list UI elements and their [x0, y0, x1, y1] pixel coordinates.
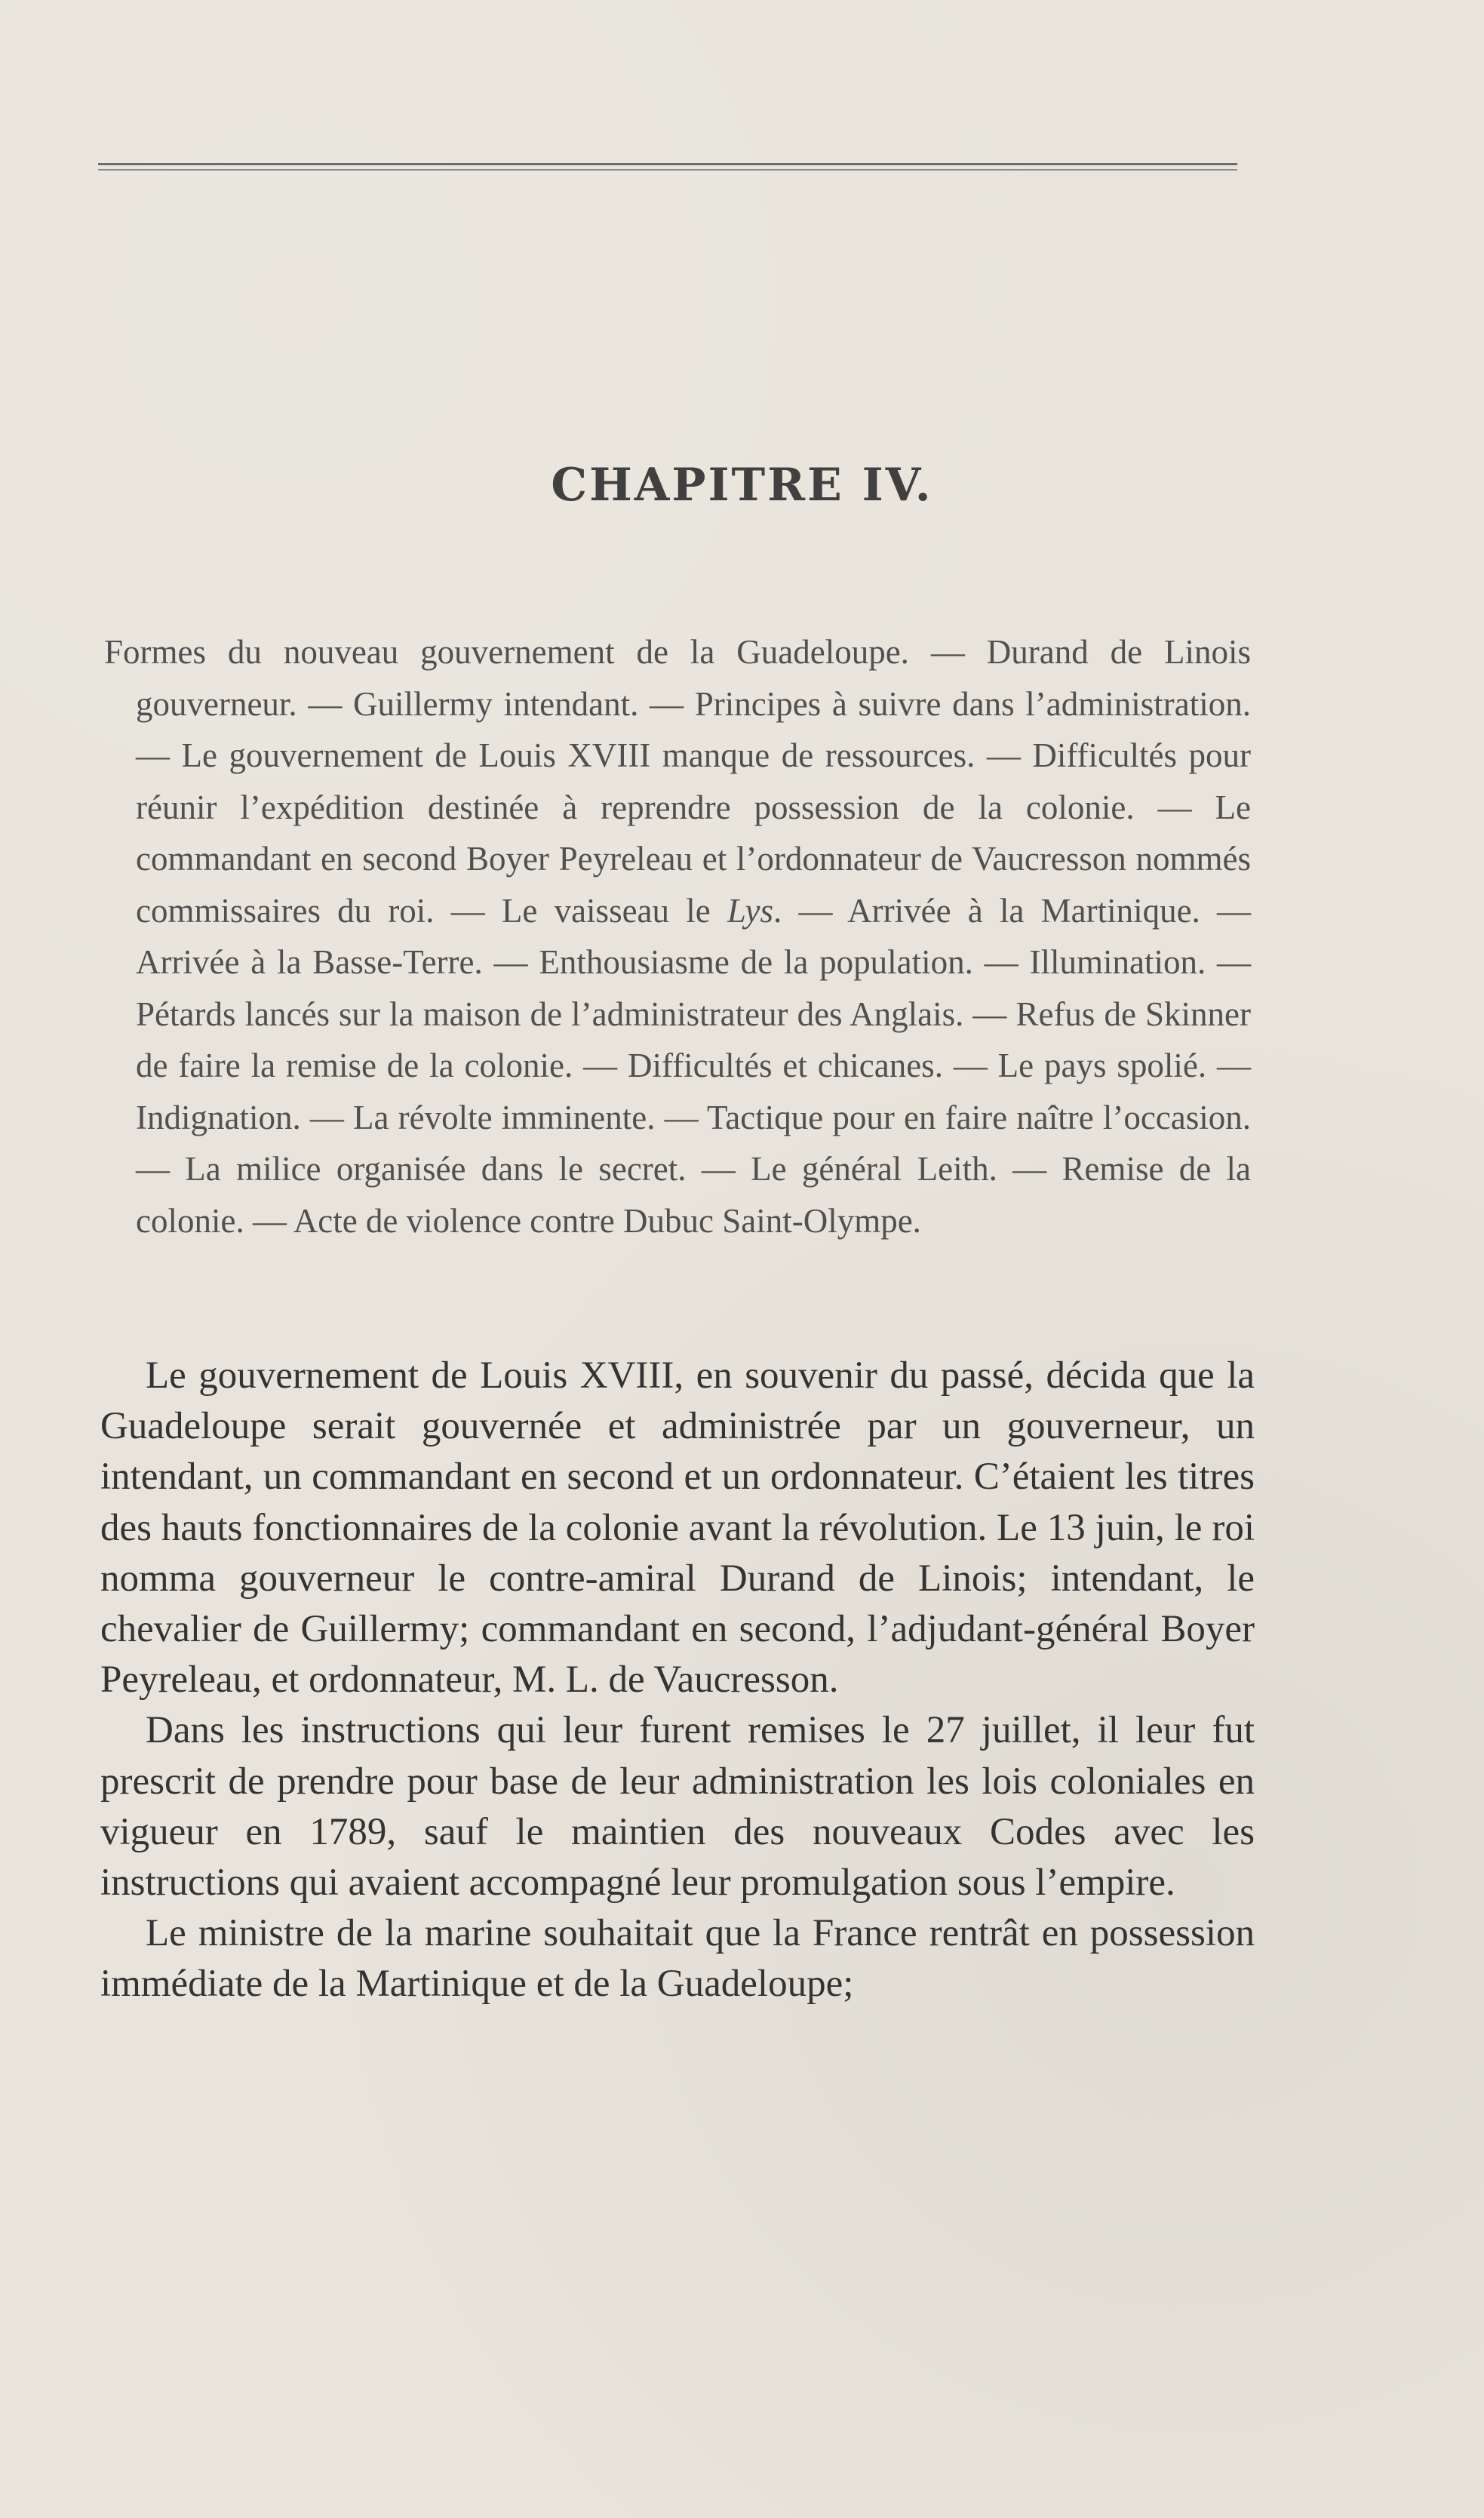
- summary-text-part-2: . — Arrivée à la Martinique. — Arrivée à la Basse-Terre. — Enthousiasme de la population. — Illumination. — Pétards lancés sur la maison de l’administrateur des Anglais. — Refus de Skinner de faire la remise de la colonie. — Difficultés et chicanes. — Le pays spolié. — Indignation. — La révolte imminente. — Tactique pour en faire naître l’occasion. — La milice organisée dans le secret. — Le général Leith. — Remise de la colonie. — Acte de violence contre Dubuc Saint-Olympe.: [136, 891, 1251, 1240]
- body-text: [100, 1351, 1255, 2010]
- summary-ship-name: Lys: [727, 891, 774, 930]
- paragraph-3: Le ministre de la marine souhaitait que la France rentrât en possession immédiate de la Martinique et de la Guadeloupe;: [100, 1912, 1255, 2006]
- chapter-summary: [104, 626, 1251, 1247]
- chapter-title: CHAPITRE IV.: [551, 459, 933, 512]
- header-rule: [98, 163, 1237, 165]
- paragraph-1: Le gouvernement de Louis XVIII, en souvenir du passé, décida que la Guadeloupe serait gouvernée et administrée par un gouverneur, un intendant, un commandant en second et un ordonnateur. C’étaient les titres des hauts fonctionnaires de la colonie avant la révolution. Le 13 juin, le roi nomma gouverneur le contre-amiral Durand de Linois; intendant, le chevalier de Guillermy; commandant en second, l’adjudant-général Boyer Peyreleau, et ordonnateur, M. L. de Vaucresson.: [100, 1354, 1255, 1702]
- summary-text-part-1: Formes du nouveau gouvernement de la Guadeloupe. — Durand de Linois gouverneur. — Guillermy intendant. — Principes à suivre dans l’administration. — Le gouvernement de Louis XVIII manque de ressources. — Difficultés pour réunir l’expédition destinée à reprendre possession de la colonie. — Le commandant en second Boyer Peyreleau et l’ordonnateur de Vaucresson nommés commissaires du roi. — Le vaisseau le: [104, 633, 1251, 930]
- paragraph-2: Dans les instructions qui leur furent remises le 27 juillet, il leur fut prescrit de prendre pour base de leur administration les lois coloniales en vigueur en 1789, sauf le maintien des nouveaux Codes avec les instructions qui avaient accompagné leur promulgation sous l’empire.: [100, 1709, 1255, 1905]
- header-rule-secondary: [98, 169, 1237, 171]
